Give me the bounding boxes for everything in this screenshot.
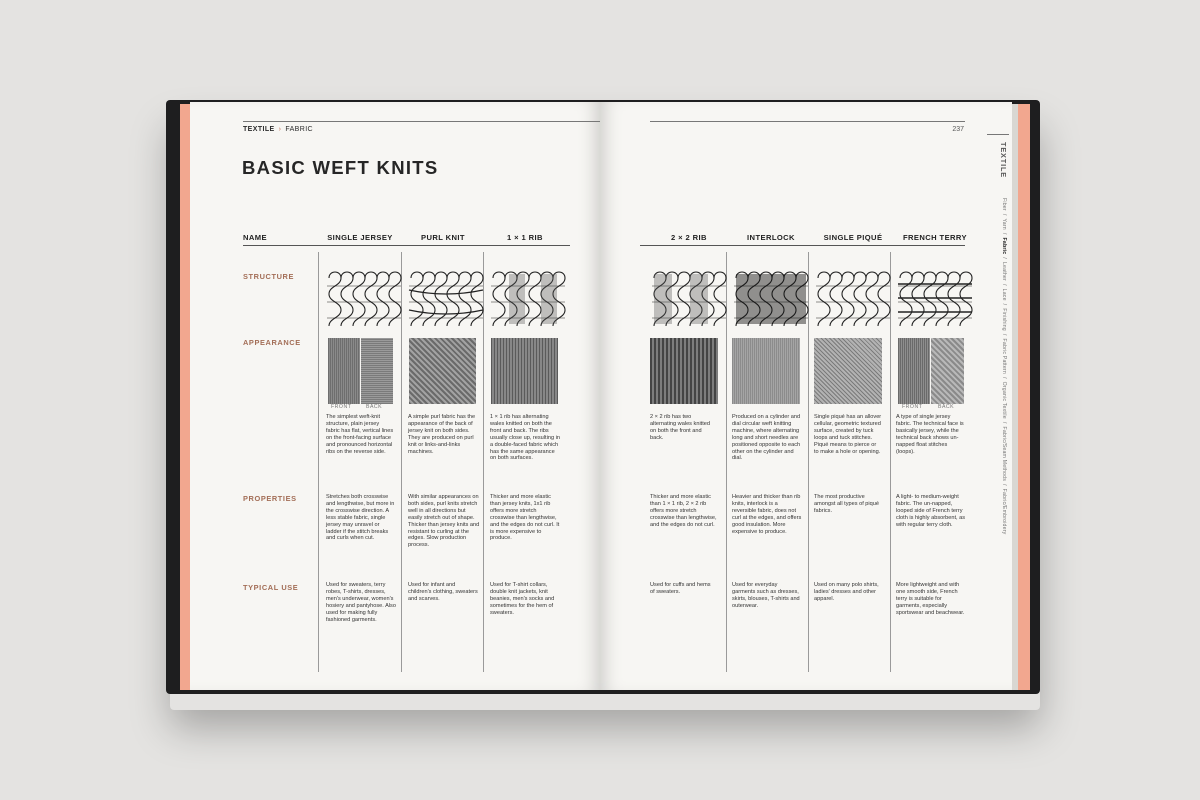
single-pique-typical-use-text: Used on many polo shirts, ladies' dresses and other apparel. bbox=[814, 582, 879, 602]
sidebar-nav-item[interactable]: Organic Textile bbox=[1001, 381, 1007, 419]
back-label: BACK bbox=[366, 404, 383, 410]
col-header-single-jersey: SINGLE JERSEY bbox=[327, 233, 393, 242]
row-label-typical-use: TYPICAL USE bbox=[243, 583, 299, 592]
table-header-rule-right bbox=[640, 245, 965, 246]
interlock-typical-use-text: Used for everyday garments such as dresses, skirts, blouses, T-shirts and outerwear. bbox=[732, 582, 800, 609]
2x2-rib-properties-text: Thicker and more elastic than 1 × 1 rib, 2 × 2 rib offers more stretch crosswise than lengthwise, and the edges do not curl. bbox=[650, 494, 717, 528]
french-terry-appearance-text: A type of single jersey fabric. The technical face is basically jersey, while the technical back shows un-napped float stitches (loops). bbox=[896, 414, 964, 455]
french-terry-front-swatch bbox=[898, 338, 930, 404]
row-label-properties: PROPERTIES bbox=[243, 494, 297, 503]
sidebar-nav-item[interactable]: Lace bbox=[1001, 288, 1007, 301]
single-pique-appearance-text: Single piqué has an allover cellular, geometric textured surface, created by tuck loops and tuck stitches. Piqué means to pierce or to make a hole or opening. bbox=[814, 414, 882, 455]
row-label-structure: STRUCTURE bbox=[243, 272, 294, 281]
front-label: FRONT bbox=[902, 404, 923, 410]
single-jersey-properties-text: Stretches both crosswise and lengthwise, but more in the crosswise direction. A less stable fabric, single jersey may unravel or ladder if the stitch breaks and curls when cut. bbox=[326, 494, 395, 542]
table-header-rule-left bbox=[243, 245, 570, 246]
col-header-interlock: INTERLOCK bbox=[747, 233, 795, 242]
page-number: 237 bbox=[952, 126, 964, 133]
1x1-rib-properties-text: Thicker and more elastic than jersey knits, 1x1 rib offers more stretch crosswise than lengthwise, and the edges do not curl. It is more expensive to produce. bbox=[490, 494, 560, 542]
breadcrumb-page: FABRIC bbox=[285, 126, 314, 133]
french-terry-typical-use-text: More lightweight and with one smooth side, French terry is suitable for garments, especially sportswear and beachwear. bbox=[896, 582, 965, 616]
page-title: BASIC WEFT KNITS bbox=[242, 157, 439, 178]
back-label: BACK bbox=[938, 404, 955, 410]
2x2-rib-appearance-text: 2 × 2 rib has two alternating wales knitted on both the front and back. bbox=[650, 414, 711, 441]
col-header-2x2-rib: 2 × 2 RIB bbox=[671, 233, 707, 242]
left-page bbox=[190, 102, 600, 690]
french-terry-properties-text: A light- to medium-weight fabric. The un-napped, looped side of French terry cloth is highly absorbent, as with regular terry cloth. bbox=[896, 494, 966, 528]
purl-knit-typical-use-text: Used for infant and children's clothing, sweaters and scarves. bbox=[408, 582, 478, 602]
1x1-rib-appearance-text: 1 × 1 rib has alternating wales knitted on both the front and back. The ribs usually close up, resulting in a double-faced fabric which has the same appearance on both surfaces. bbox=[490, 414, 560, 462]
single-jersey-structure-diagram bbox=[325, 270, 403, 326]
col-header-french-terry: FRENCH TERRY bbox=[902, 233, 967, 242]
breadcrumb-section: TEXTILE bbox=[243, 126, 275, 133]
sidebar-nav-item-current[interactable]: Fabric bbox=[1001, 237, 1007, 255]
single-pique-properties-text: The most productive amongst all types of piqué fabrics. bbox=[814, 494, 879, 514]
row-label-appearance: APPEARANCE bbox=[243, 338, 301, 347]
purl-knit-structure-diagram bbox=[407, 270, 485, 326]
col-header-purl-knit: PURL KNIT bbox=[421, 233, 465, 242]
sidebar-nav: Fiber/Yarn/Fabric/Leather/Lace/Finishing/Fabric Pattern/Organic Textile/Fabric/Seam Methods/Fabric/Embroidery bbox=[1001, 198, 1007, 535]
single-pique-swatch bbox=[814, 338, 882, 404]
2x2-rib-typical-use-text: Used for cuffs and hems of sweaters. bbox=[650, 582, 711, 595]
sidebar-section-title: TEXTILE bbox=[999, 142, 1008, 178]
purl-knit-appearance-text: A simple purl fabric has the appearance of the back of jersey knit on both sides. They are produced on purl knit or links-and-links machines. bbox=[408, 414, 476, 455]
page-edge-right bbox=[1018, 104, 1030, 690]
sidebar-nav-item[interactable]: Fabric/Seam Methods bbox=[1001, 426, 1007, 482]
col-header-1x1-rib: 1 × 1 RIB bbox=[507, 233, 543, 242]
page-edge-left bbox=[180, 104, 190, 690]
purl-knit-properties-text: With similar appearances on both sides, purl knits stretch well in all directions but easily stretch out of shape. Thicker than jersey knits and resistant to curling at the edges. Slow production process. bbox=[408, 494, 480, 549]
interlock-swatch bbox=[732, 338, 800, 404]
chapter-sidebar bbox=[993, 102, 1013, 690]
single-jersey-front-swatch bbox=[328, 338, 360, 404]
interlock-appearance-text: Produced on a cylinder and dial circular weft knitting machine, where alternating long and short needles are positioned opposite to each other on the cylinder and dial. bbox=[732, 414, 801, 462]
sidebar-rule bbox=[987, 134, 1009, 135]
2x2-rib-swatch bbox=[650, 338, 718, 404]
french-terry-structure-diagram bbox=[896, 270, 974, 326]
purl-knit-swatch bbox=[409, 338, 476, 404]
interlock-properties-text: Heavier and thicker than rib knits, interlock is a reversible fabric, does not curl at the edges, and offers good insulation. More expensive to produce. bbox=[732, 494, 802, 535]
sidebar-nav-item[interactable]: Leather bbox=[1001, 261, 1007, 281]
1x1-rib-typical-use-text: Used for T-shirt collars, double knit jackets, knit beanies, men's socks and sometimes for the hem of sweaters. bbox=[490, 582, 555, 616]
front-label: FRONT bbox=[331, 404, 352, 410]
header-rule bbox=[650, 121, 965, 122]
1x1-rib-structure-diagram bbox=[489, 270, 567, 326]
single-jersey-back-swatch bbox=[361, 338, 393, 404]
sidebar-nav-item[interactable]: Fabric Pattern bbox=[1001, 338, 1007, 374]
single-pique-structure-diagram bbox=[814, 270, 892, 326]
breadcrumb bbox=[243, 126, 313, 133]
1x1-rib-swatch bbox=[491, 338, 558, 404]
interlock-structure-diagram bbox=[732, 270, 810, 326]
col-header-name: NAME bbox=[243, 233, 267, 242]
single-jersey-typical-use-text: Used for sweaters, terry robes, T-shirts, dresses, men's underwear, women's hosiery and pantyhose. Also used for making fully fashioned garments. bbox=[326, 582, 396, 623]
french-terry-back-swatch bbox=[931, 338, 964, 404]
column-divider bbox=[318, 252, 319, 672]
2x2-rib-structure-diagram bbox=[650, 270, 728, 326]
sidebar-nav-item[interactable]: Fiber bbox=[1001, 198, 1007, 211]
sidebar-nav-item[interactable]: Finishing bbox=[1001, 308, 1007, 331]
sidebar-nav-item[interactable]: Fabric/Embroidery bbox=[1001, 488, 1007, 535]
single-jersey-appearance-text: The simplest weft-knit structure, plain jersey fabric has flat, vertical lines on the front-facing surface and pronounced horizontal ribs on the reverse side. bbox=[326, 414, 394, 455]
right-page bbox=[600, 102, 1012, 690]
header-rule bbox=[243, 121, 600, 122]
sidebar-nav-item[interactable]: Yarn bbox=[1001, 218, 1007, 230]
breadcrumb-separator: › bbox=[278, 126, 282, 133]
col-header-single-pique: SINGLE PIQUÉ bbox=[823, 233, 883, 242]
